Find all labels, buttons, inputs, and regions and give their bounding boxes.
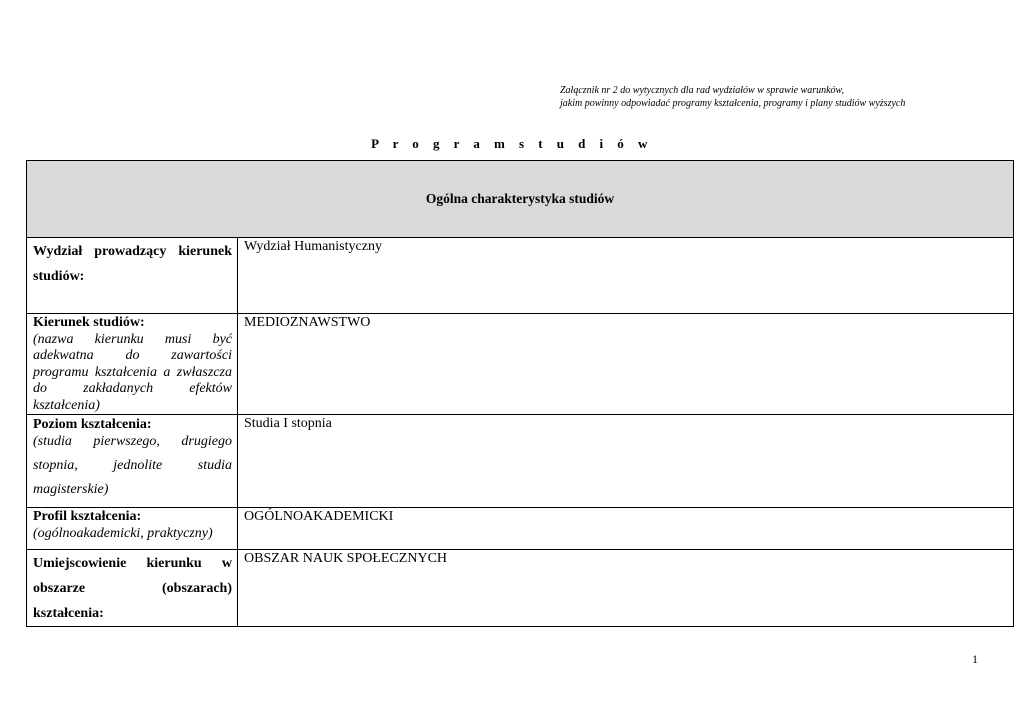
row-value-cell	[238, 550, 1014, 627]
attachment-note	[560, 84, 905, 110]
table-header: Ogólna charakterystyka studiów	[27, 161, 1014, 238]
study-program-table	[26, 160, 1014, 627]
row-value-cell	[238, 238, 1014, 314]
row-label-cell	[27, 508, 238, 550]
row-label: Poziom kształcenia:	[33, 417, 152, 432]
row-value: Wydział Humanistyczny	[244, 239, 382, 254]
row-value: MEDIOZNAWSTWO	[244, 315, 371, 330]
document-title: P r o g r a m s t u d i ó w	[371, 136, 653, 151]
attachment-note-line-2: jakim powinny odpowiadać programy kształcenia, programy i plany studiów wyższych	[560, 98, 906, 109]
row-hint: (ogólnoakademicki, praktyczny)	[33, 525, 213, 541]
row-value: OGÓLNOAKADEMICKI	[244, 509, 394, 524]
row-hint: (studia pierwszego, drugiego stopnia, jednolite studia magisterskie)	[33, 434, 232, 497]
row-value: OBSZAR NAUK SPOŁECZNYCH	[244, 551, 448, 566]
table-row-faculty	[27, 238, 1014, 314]
table-row-level	[27, 415, 1014, 508]
row-value: Studia I stopnia	[244, 416, 332, 431]
attachment-note-line-1: Załącznik nr 2 do wytycznych dla rad wydziałów w sprawie warunków,	[560, 85, 844, 96]
table-row-direction	[27, 314, 1014, 415]
table-row-area	[27, 550, 1014, 627]
row-label: Kierunek studiów:	[33, 315, 145, 330]
row-label-cell	[27, 550, 238, 627]
page-number: 1	[972, 652, 978, 666]
row-label: Umiejscowienie kierunku w obszarze (obszarach) kształcenia:	[33, 556, 232, 621]
table-row-profile	[27, 508, 1014, 550]
row-value-cell	[238, 314, 1014, 415]
row-label: Wydział prowadzący kierunek studiów:	[33, 244, 232, 284]
row-value-cell	[238, 508, 1014, 550]
row-label-cell	[27, 415, 238, 508]
row-label-cell	[27, 314, 238, 415]
row-label: Profil kształcenia:	[33, 509, 142, 524]
row-value-cell	[238, 415, 1014, 508]
row-label-cell	[27, 238, 238, 314]
row-hint: (nazwa kierunku musi być adekwatna do zawartości programu kształcenia a zwłaszcza do zakładanych efektów kształcenia)	[33, 331, 232, 413]
